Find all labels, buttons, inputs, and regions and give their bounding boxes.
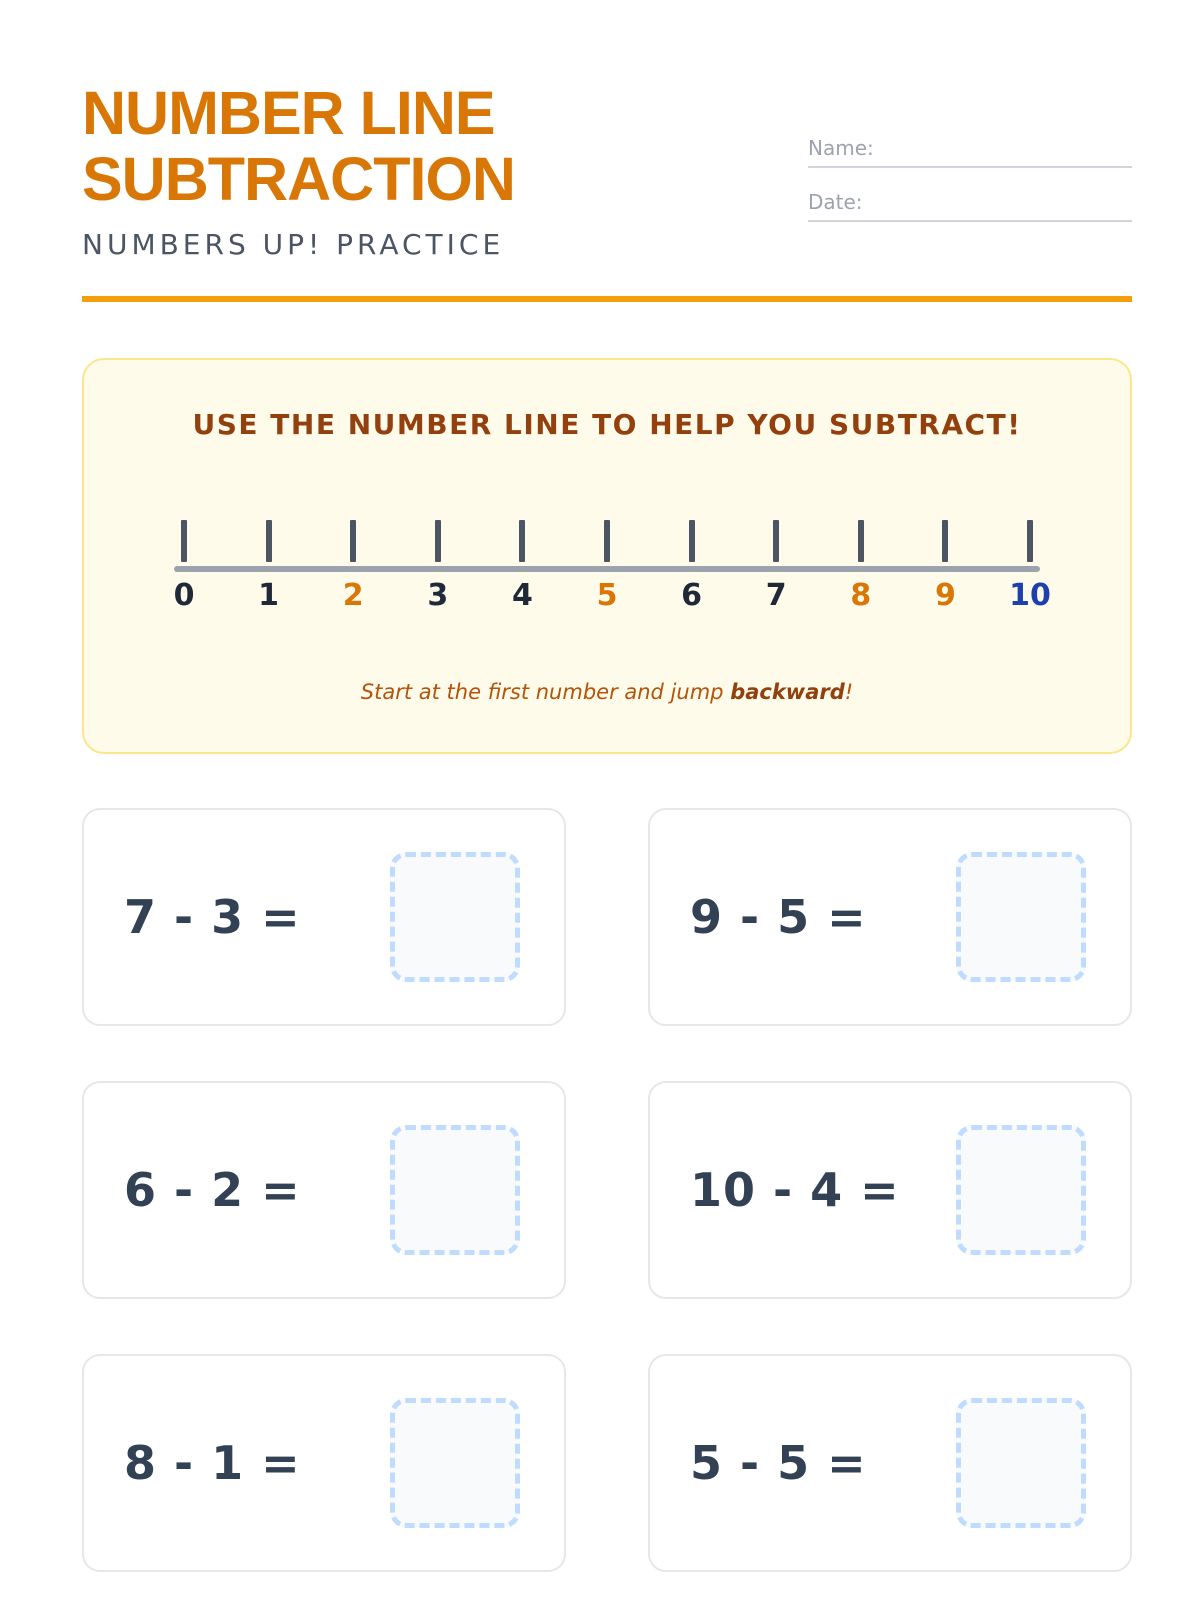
number-line-tick: [604, 520, 610, 562]
number-line-label: 10: [1009, 578, 1051, 613]
number-line-label: 7: [765, 578, 787, 613]
problem-card: [82, 1354, 566, 1572]
header-divider: [82, 296, 1132, 302]
number-line-tick: [350, 520, 356, 562]
page-title: [82, 80, 602, 212]
number-line-instruction: USE THE NUMBER LINE TO HELP YOU SUBTRACT!: [192, 408, 1022, 441]
problem-text: 9 - 5 =: [690, 890, 867, 944]
number-line-track: [174, 566, 1040, 572]
hint-emphasis: backward: [730, 680, 845, 704]
answer-box[interactable]: [956, 1125, 1086, 1255]
problem-card: [648, 1081, 1132, 1299]
number-line-tick: [266, 520, 272, 562]
number-line-tick: [1027, 520, 1033, 562]
answer-box[interactable]: [390, 1125, 520, 1255]
number-line-tick: [519, 520, 525, 562]
number-line-tick: [435, 520, 441, 562]
header: [82, 80, 602, 261]
number-line-label: 9: [934, 578, 956, 613]
problem-card: [82, 1081, 566, 1299]
number-line-label: 1: [258, 578, 280, 613]
problem-text: 10 - 4 =: [690, 1163, 900, 1217]
number-line-tick: [181, 520, 187, 562]
answer-box[interactable]: [390, 852, 520, 982]
number-line-label: 6: [681, 578, 703, 613]
problem-text: 8 - 1 =: [124, 1436, 301, 1490]
number-line-label: 0: [173, 578, 195, 613]
student-info: [808, 126, 1132, 222]
hint-prefix: Start at the first number and jump: [360, 680, 724, 704]
number-line-tick: [942, 520, 948, 562]
problem-card: [648, 1354, 1132, 1572]
answer-box[interactable]: [956, 852, 1086, 982]
title-line-2: SUBTRACTION: [82, 145, 515, 213]
problem-text: 6 - 2 =: [124, 1163, 301, 1217]
answer-box[interactable]: [390, 1398, 520, 1528]
problem-text: 5 - 5 =: [690, 1436, 867, 1490]
number-line-tick: [689, 520, 695, 562]
number-line-label: 3: [427, 578, 449, 613]
number-line-hint: [84, 680, 1130, 704]
date-field[interactable]: [808, 180, 1132, 222]
problem-text: 7 - 3 =: [124, 890, 301, 944]
number-line-tick: [773, 520, 779, 562]
problem-card: [82, 808, 566, 1026]
number-line-tick: [858, 520, 864, 562]
number-line-panel: [82, 358, 1132, 754]
number-line-label: 5: [596, 578, 618, 613]
hint-suffix: !: [844, 680, 854, 704]
title-line-1: NUMBER LINE: [82, 79, 495, 147]
number-line-label: 2: [342, 578, 364, 613]
name-label: Name:: [808, 136, 874, 160]
name-field[interactable]: [808, 126, 1132, 168]
page-subtitle: NUMBERS UP! PRACTICE: [82, 228, 505, 261]
number-line-label: 8: [850, 578, 872, 613]
date-label: Date:: [808, 190, 863, 214]
problem-card: [648, 808, 1132, 1026]
answer-box[interactable]: [956, 1398, 1086, 1528]
number-line-label: 4: [511, 578, 533, 613]
